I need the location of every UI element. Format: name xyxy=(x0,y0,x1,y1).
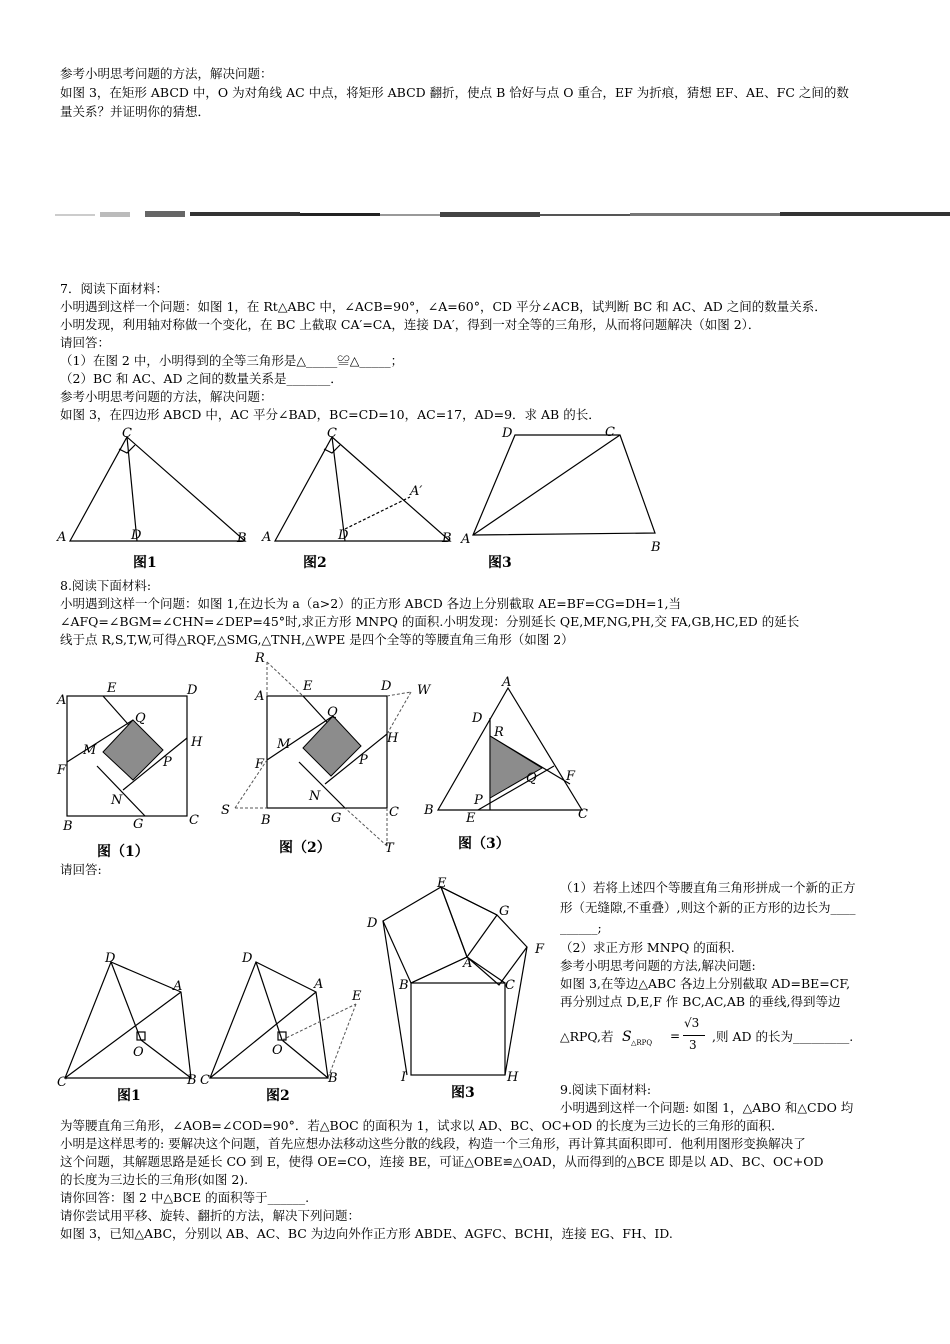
svg-text:H: H xyxy=(191,735,203,750)
svg-text:A: A xyxy=(314,977,324,992)
svg-text:H: H xyxy=(507,1070,519,1085)
svg-text:S: S xyxy=(221,803,230,818)
svg-text:D: D xyxy=(472,711,483,726)
figure-caption: 图（1） xyxy=(97,844,149,860)
text-line: 如图 3，在四边形 ABCD 中，AC 平分∠BAD，BC=CD=10，AC=17，AD=9．求 AB 的长． xyxy=(60,407,601,422)
figure-caption: 图1 xyxy=(133,555,157,571)
figure-caption: 图（2） xyxy=(279,840,331,856)
q7-figure-3 xyxy=(455,425,675,575)
text-line: 8.阅读下面材料: xyxy=(60,578,152,593)
svg-text:P: P xyxy=(163,755,172,770)
svg-text:T: T xyxy=(385,841,394,856)
svg-text:C: C xyxy=(578,807,588,822)
q9-figure-2 xyxy=(200,948,370,1108)
svg-text:R: R xyxy=(255,651,265,666)
text-line: 为等腰直角三角形，∠AOB=∠COD=90°．若△BOC 的面积为 1，试求以 AD、BC、OC+OD 的长度为三边长的三角形的面积． xyxy=(60,1118,784,1133)
svg-text:B: B xyxy=(442,531,452,546)
svg-text:A: A xyxy=(57,693,67,708)
svg-text:B: B xyxy=(187,1073,197,1088)
svg-text:H: H xyxy=(387,731,399,746)
text-line: 小明发现，利用轴对称做一个变化，在 BC 上截取 CA′=CA，连接 DA′，得到一对全等的三角形，从而将问题解决（如图 2）． xyxy=(60,317,761,332)
text-line: 请回答： xyxy=(60,335,111,350)
q8-figure-3 xyxy=(420,672,600,852)
svg-text:C: C xyxy=(505,978,515,993)
text-line: （1）若将上述四个等腰直角三角形拼成一个新的正方 xyxy=(560,880,856,895)
q8-figure-2 xyxy=(215,650,445,860)
svg-text:C: C xyxy=(327,426,337,441)
svg-text:F: F xyxy=(566,769,576,784)
text-line: 9.阅读下面材料: xyxy=(560,1082,652,1097)
svg-text:F: F xyxy=(535,942,545,957)
figure-caption: 图3 xyxy=(488,555,512,571)
figure-caption: 图（3） xyxy=(458,836,510,852)
text-line: 再分别过点 D,E,F 作 BC,AC,AB 的垂线,得到等边 xyxy=(560,994,841,1009)
svg-text:C: C xyxy=(200,1073,210,1088)
q7-figure-1 xyxy=(55,425,255,575)
svg-text:Q: Q xyxy=(526,771,537,786)
text-line: 量关系？并证明你的猜想． xyxy=(60,104,211,119)
text-line: △RPQ,若 xyxy=(560,1029,614,1044)
text-line: 这个问题，其解题思路是延长 CO 到 E，使得 OE=CO，连接 BE，可证△OBE≌△OAD，从而得到的△BCE 即是以 AD、BC、OC+OD xyxy=(60,1154,824,1169)
svg-text:B: B xyxy=(63,819,73,834)
scan-artifact-divider xyxy=(55,207,950,221)
svg-text:D: D xyxy=(187,683,198,698)
svg-text:W: W xyxy=(417,683,431,698)
svg-text:A: A xyxy=(502,675,512,690)
svg-text:E: E xyxy=(352,989,362,1004)
svg-text:E: E xyxy=(437,876,447,891)
text-line: 小明遇到这样一个问题：如图 1,在边长为 a（a>2）的正方形 ABCD 各边上分别截取 AE=BF=CG=DH=1,当 xyxy=(60,596,681,611)
svg-text:B: B xyxy=(424,803,434,818)
svg-text:E: E xyxy=(466,811,476,826)
svg-text:A: A xyxy=(461,532,471,547)
svg-text:A′: A′ xyxy=(410,484,423,499)
text-line: （2）求正方形 MNPQ 的面积. xyxy=(560,940,735,955)
text-line: 形（无缝隙,不重叠）,则这个新的正方形的边长为____ xyxy=(560,900,856,915)
svg-text:B: B xyxy=(399,978,409,993)
svg-text:B: B xyxy=(237,531,247,546)
svg-text:G: G xyxy=(133,817,144,832)
q9-figure-3 xyxy=(365,875,555,1101)
svg-text:D: D xyxy=(338,528,349,543)
svg-text:E: E xyxy=(303,679,313,694)
svg-text:C: C xyxy=(57,1075,67,1090)
svg-text:Q: Q xyxy=(327,705,338,720)
svg-text:D: D xyxy=(367,916,378,931)
svg-text:B: B xyxy=(651,540,661,555)
svg-text:C: C xyxy=(189,813,199,828)
text-line: 如图 3,在等边△ABC 各边上分别截取 AD=BE=CF, xyxy=(560,976,851,991)
q9-figure-1 xyxy=(55,948,205,1108)
svg-text:C: C xyxy=(389,805,399,820)
text-line: 7．阅读下面材料： xyxy=(60,281,168,296)
svg-text:N: N xyxy=(111,793,123,808)
text-line: 参考小明思考问题的方法，解决问题： xyxy=(60,389,273,404)
svg-text:D: D xyxy=(105,951,116,966)
text-line: 小明是这样思考的: 要解决这个问题，首先应想办法移动这些分散的线段，构造一个三角形，再计算其面积即可．他利用图形变换解决了 xyxy=(60,1136,806,1151)
svg-text:F: F xyxy=(255,757,265,772)
area-fraction: S △RPQ = √3 3 xyxy=(622,1016,722,1060)
q7-figure-2 xyxy=(260,425,460,575)
svg-text:R: R xyxy=(494,725,504,740)
svg-text:A: A xyxy=(57,530,67,545)
svg-text:G: G xyxy=(499,904,510,919)
svg-text:D: D xyxy=(242,951,253,966)
svg-text:D: D xyxy=(502,426,513,441)
svg-text:P: P xyxy=(474,793,483,808)
figure-caption: 图3 xyxy=(451,1085,475,1101)
svg-text:P: P xyxy=(359,753,368,768)
svg-text:M: M xyxy=(277,737,291,752)
text-line: 请你回答：图 2 中△BCE 的面积等于______. xyxy=(60,1190,310,1205)
text-line: 参考小明思考问题的方法，解决问题： xyxy=(60,66,273,81)
text-line: ∠AFQ=∠BGM=∠CHN=∠DEP=45°时,求正方形 MNPQ 的面积.小明发现：分别延长 QE,MF,NG,PH,交 FA,GB,HC,ED 的延长 xyxy=(60,614,800,629)
svg-text:F: F xyxy=(57,763,67,778)
svg-text:A: A xyxy=(173,979,183,994)
svg-text:A: A xyxy=(262,530,272,545)
text-line: 线于点 R,S,T,W,可得△RQF,△SMG,△TNH,△WPE 是四个全等的等腰直角三角形（如图 2） xyxy=(60,632,574,647)
text-line: 小明遇到这样一个问题: 如图 1，△ABO 和△CDO 均 xyxy=(560,1100,854,1115)
svg-text:E: E xyxy=(107,681,117,696)
svg-text:N: N xyxy=(309,789,321,804)
svg-text:C: C xyxy=(122,426,132,441)
text-line: ,则 AD 的长为_________. xyxy=(712,1029,854,1044)
svg-text:D: D xyxy=(131,528,142,543)
svg-text:O: O xyxy=(272,1043,283,1058)
text-line: 请回答: xyxy=(60,862,102,877)
svg-text:I: I xyxy=(401,1070,407,1085)
figure-caption: 图2 xyxy=(303,555,327,571)
svg-text:M: M xyxy=(83,743,97,758)
svg-text:B: B xyxy=(328,1071,338,1086)
text-line: 如图 3，在矩形 ABCD 中，O 为对角线 AC 中点，将矩形 ABCD 翻折，使点 B 恰好与点 O 重合，EF 为折痕，猜想 EF、AE、FC 之间的数 xyxy=(60,85,849,100)
text-line: 的长度为三边长的三角形(如图 2). xyxy=(60,1172,249,1187)
svg-text:C: C xyxy=(605,425,615,440)
text-line: （1）在图 2 中，小明得到的全等三角形是△_____≌△_____； xyxy=(60,353,404,368)
figure-caption: 图1 xyxy=(117,1088,141,1104)
svg-text:O: O xyxy=(133,1045,144,1060)
text-line: 如图 3，已知△ABC，分别以 AB、AC、BC 为边向外作正方形 ABDE、AGFC、BCHI，连接 EG、FH、ID. xyxy=(60,1226,673,1241)
figure-caption: 图2 xyxy=(266,1088,290,1104)
svg-text:Q: Q xyxy=(135,711,146,726)
text-line: ______; xyxy=(560,920,602,935)
text-line: （2）BC 和 AC、AD 之间的数量关系是_______． xyxy=(60,371,343,386)
svg-text:B: B xyxy=(261,813,271,828)
svg-text:G: G xyxy=(331,811,342,826)
svg-text:A: A xyxy=(255,689,265,704)
text-line: 小明遇到这样一个问题：如图 1，在 Rt△ABC 中，∠ACB=90°，∠A=60°，CD 平分∠ACB，试判断 BC 和 AC、AD 之间的数量关系． xyxy=(60,299,827,314)
q8-figure-1 xyxy=(55,680,225,860)
svg-text:D: D xyxy=(381,679,392,694)
text-line: 参考小明思考问题的方法,解决问题: xyxy=(560,958,756,973)
text-line: 请你尝试用平移、旋转、翻折的方法，解决下列问题： xyxy=(60,1208,361,1223)
svg-text:A: A xyxy=(463,956,473,971)
